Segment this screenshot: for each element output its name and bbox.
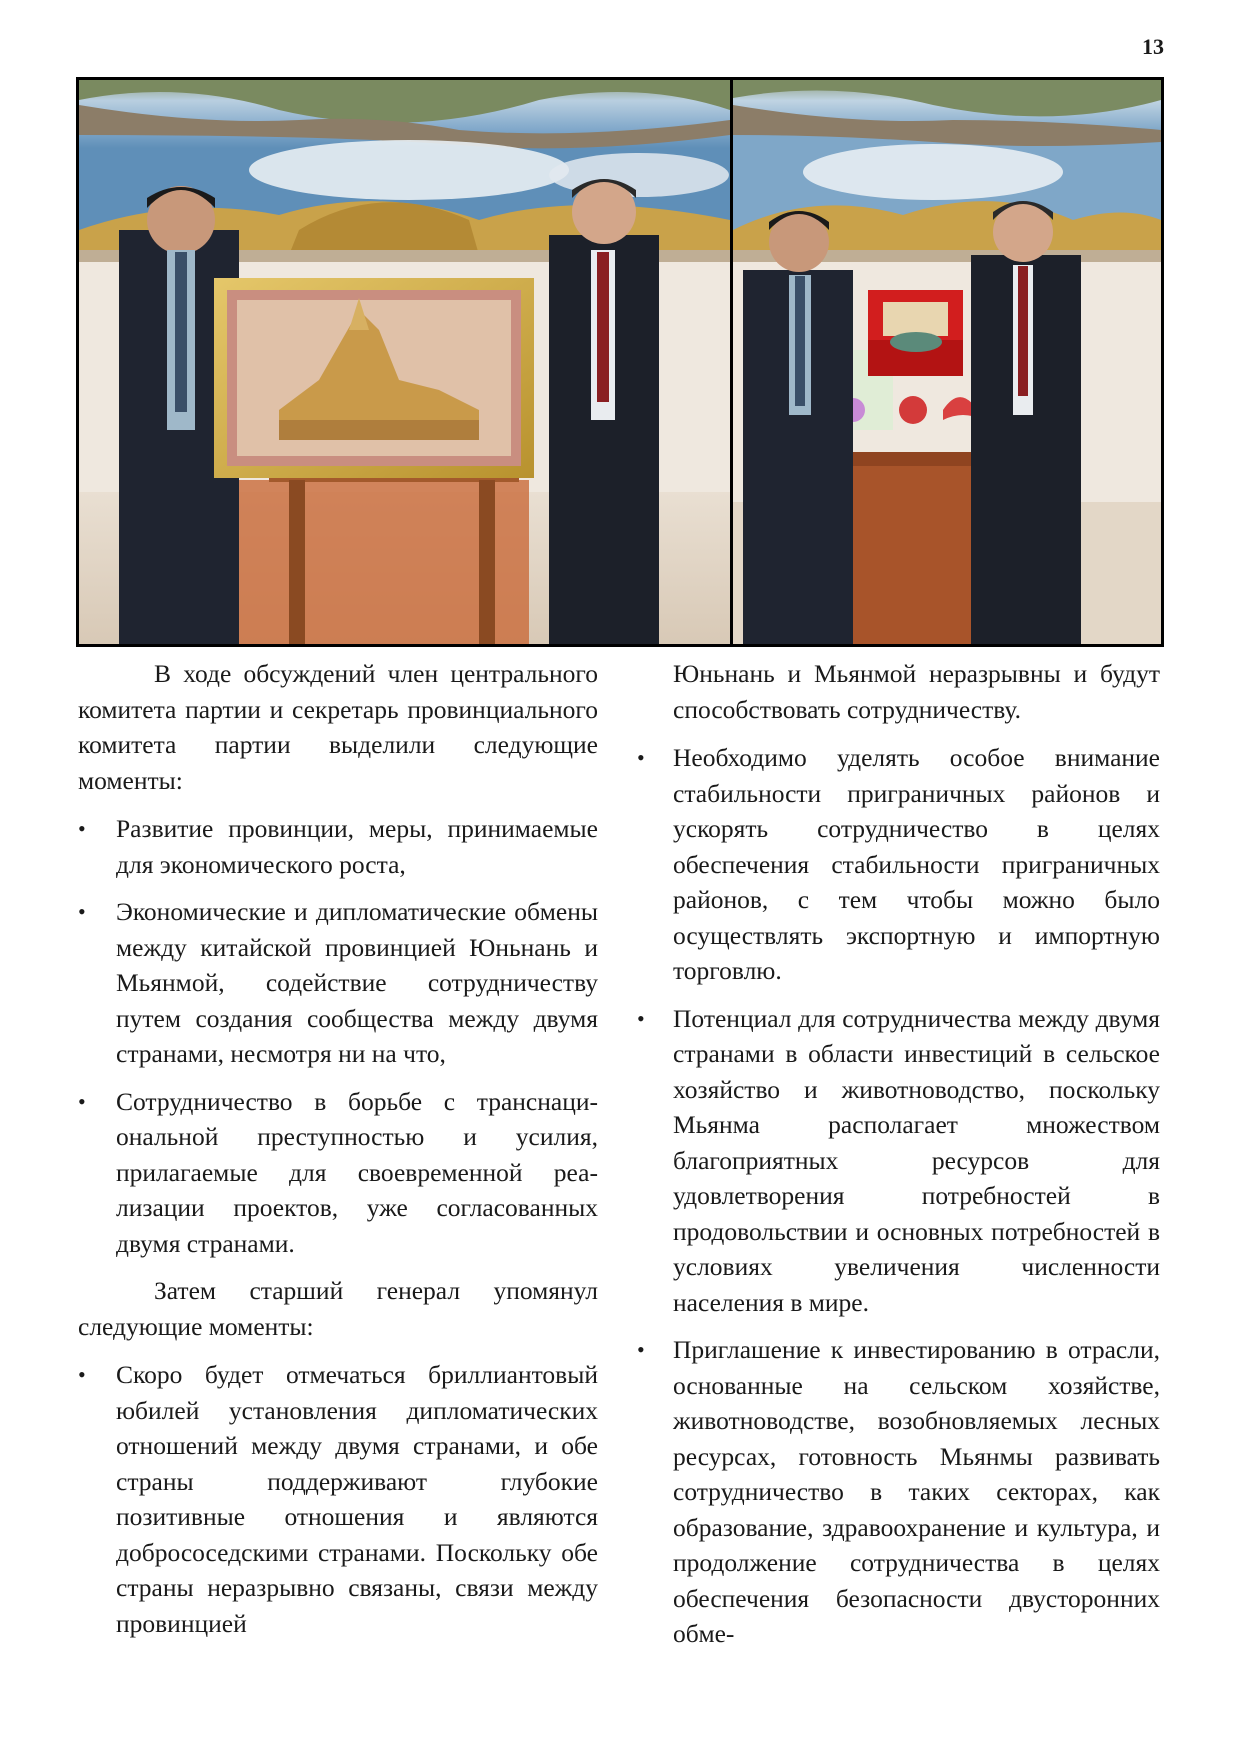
page-number: 13 <box>1142 34 1164 59</box>
list-item: • Экономические и дипломатические обмены между китайской провинцией Юньнань и Мьянмой, содействие сотрудничеству путем создания сообщества между двумя странами, несмотря ни на что, <box>78 894 598 1072</box>
list-item: • Сотрудничество в борьбе с транснациональной преступностью и усилия, прилагаемые для своевременной реализации проектов, уже согласованных двумя странами. <box>78 1084 598 1262</box>
provincial-points-list <box>78 811 598 1261</box>
list-item: • Потенциал для сотрудничества между двумя странами в области инвестиций в сельское хозяйство и животноводство, поскольку Мьянма располагает множеством благоприятных ресурсов для удовлетворения потребностей в продовольствии и основных потребностей в условиях увеличения численности населения в мире. <box>673 1001 1160 1321</box>
list-item: • Необходимо уделять особое внимание стабильности приграничных районов и ускорять сотрудничество в целях обеспечения стабильности приграничных районов, с тем чтобы можно было осуществлять экспортную и импортную торговлю. <box>673 740 1160 989</box>
photo-strip <box>76 77 1164 647</box>
photo-gift-presentation <box>733 80 1161 644</box>
discussion-intro-paragraph: В ходе обсуждений член центрального комитета партии и секретарь провинциального комитета партии выделили следующие моменты: <box>78 659 598 795</box>
right-text-column <box>673 656 1160 1664</box>
left-text-column <box>78 656 598 1653</box>
list-item: • Скоро будет отмечаться бриллиантовый юбилей установления дипломатических отношений между двумя странами, и обе страны поддерживают глубокие позитивные отношения и являются добрососедскими странами. Поскольку обе страны неразрывно связаны, связи между провинцией <box>78 1357 598 1641</box>
general-intro-paragraph: Затем старший генерал упомянул следующие моменты: <box>78 1276 598 1341</box>
photo-painting-presentation <box>79 80 733 644</box>
list-item: • Развитие провинции, меры, принимаемые для экономического роста, <box>78 811 598 882</box>
list-item: • Приглашение к инвестированию в отрасли, основанные на сельском хозяйстве, животноводстве, возобновляемых лесных ресурсах, готовность Мьянмы развивать сотрудничество в таких секторах, как образование, здравоохранение и культура, и продолжение сотрудничества в целях обеспечения безопасности двусторонних обме- <box>673 1332 1160 1652</box>
general-points-list <box>78 1357 598 1641</box>
continuation-paragraph: Юньнань и Мьянмой неразрывны и будут способствовать сотрудничеству. <box>673 659 1160 724</box>
general-points-list-continued <box>673 740 1160 1652</box>
